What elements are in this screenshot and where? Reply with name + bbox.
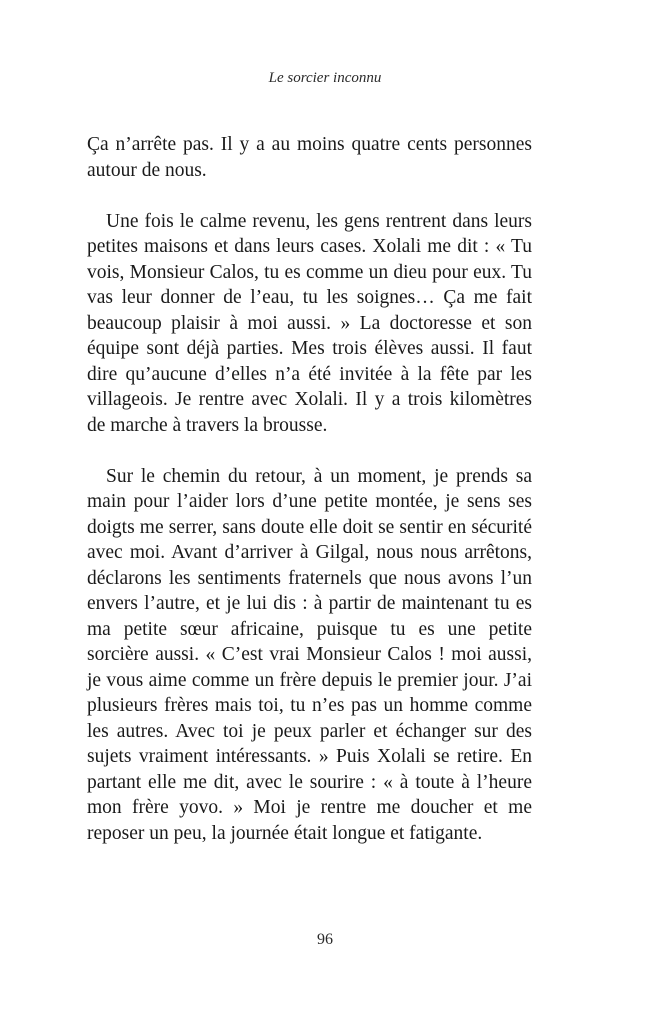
paragraph-1: Ça n’arrête pas. Il y a au moins quatre cents personnes autour de nous. (87, 134, 532, 181)
body-text (87, 132, 532, 846)
page-number: 96 (317, 931, 333, 948)
paragraph-3: Sur le chemin du retour, à un moment, je prends sa main pour l’aider lors d’une petite montée, je sens ses doigts me serrer, sans doute elle doit se sentir en sécurité avec moi. Avant d’arriver à Gilgal, nous nous arrêtons, déclarons les sentiments fraternels que nous avons l’un envers l’autre, et je lui dis : à partir de maintenant tu es ma petite sœur africaine, puisque tu es une petite sorcière aussi. « C’est vrai Monsieur Calos ! moi aussi, je vous aime comme un frère depuis le premier jour. J’ai plusieurs frères mais toi, tu n’es pas un homme comme les autres. Avec toi je peux parler et échanger sur des sujets vraiment intéressants. » Puis Xolali se retire. En partant elle me dit, avec le sourire : « à toute à l’heure mon frère yovo. » Moi je rentre me doucher et me reposer un peu, la journée était longue et fatigante. (87, 465, 532, 844)
running-head: Le sorcier inconnu (268, 70, 382, 86)
paragraph-2: Une fois le calme revenu, les gens rentrent dans leurs petites maisons et dans leurs cases. Xolali me dit : « Tu vois, Monsieur Calos, tu es comme un dieu pour eux. Tu vas leur donner de l’eau, tu les soignes… Ça me fait beaucoup plaisir à moi aussi. » La doctoresse et son équipe sont déjà parties. Mes trois élèves aussi. Il faut dire qu’aucune d’elles n’a été invitée à la fête par les villageois. Je rentre avec Xolali. Il y a trois kilomètres de marche à travers la brousse. (87, 210, 532, 436)
